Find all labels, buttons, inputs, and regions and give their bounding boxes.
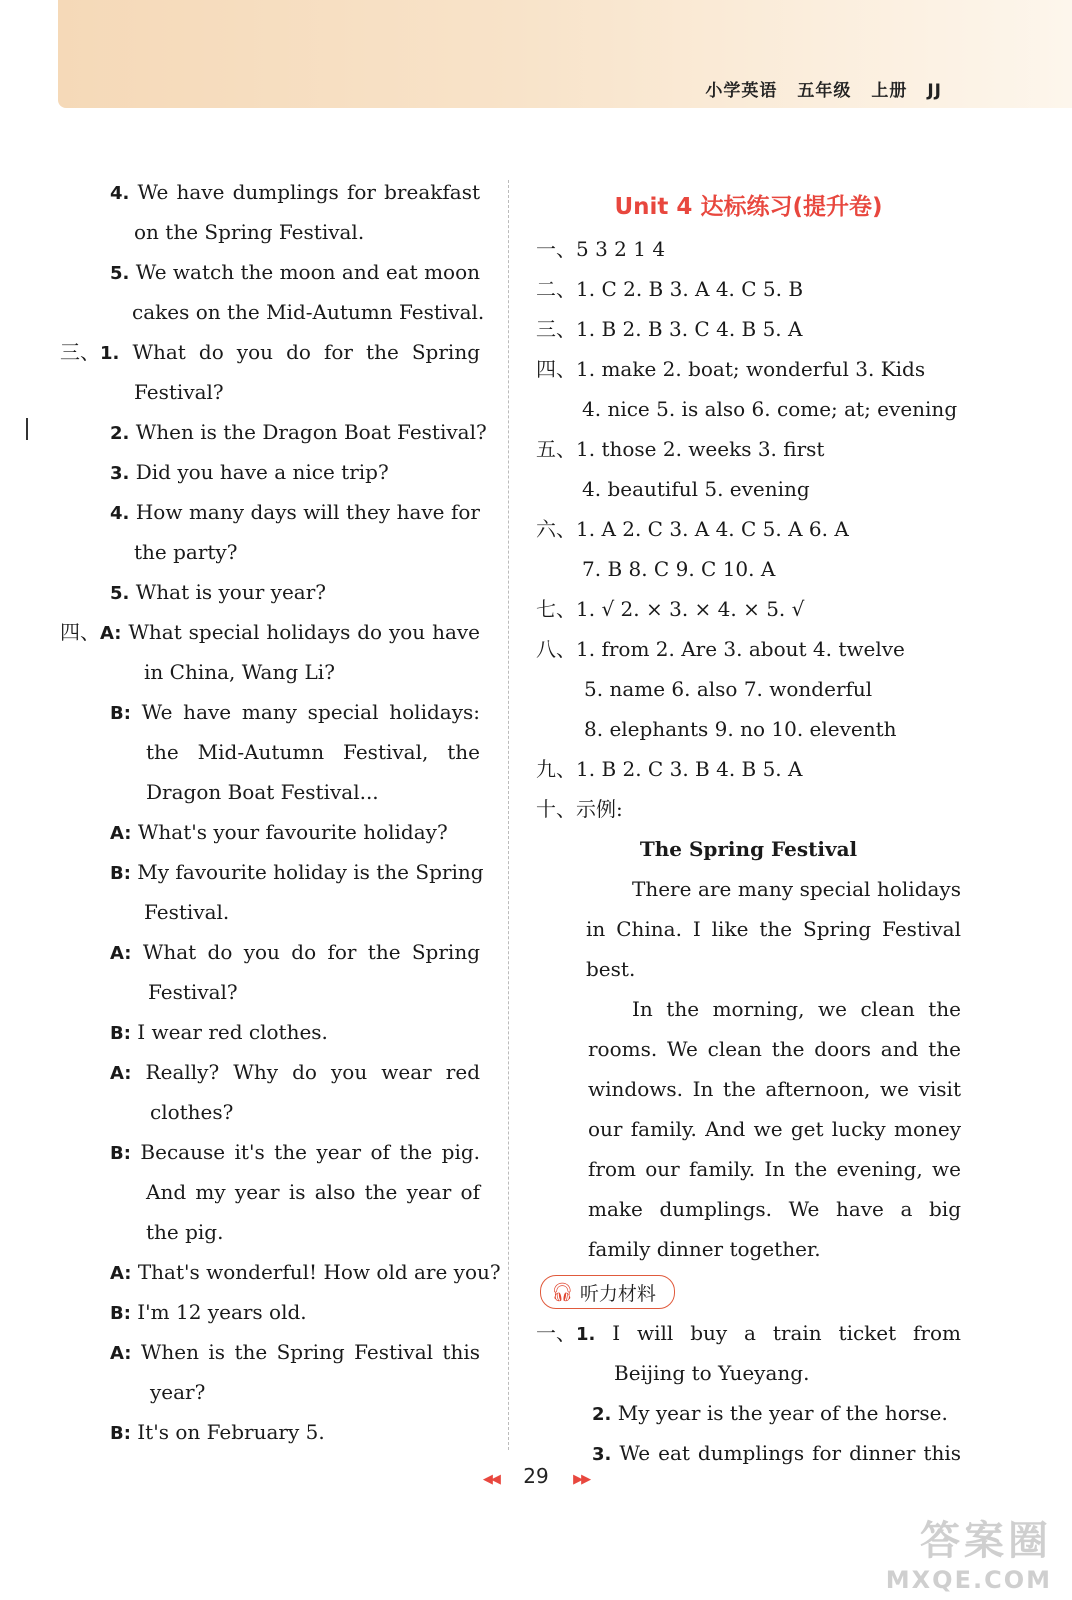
text-line [536,949,961,989]
text-line [536,1109,961,1149]
line-text: It's on February 5. [137,1420,325,1444]
text-line [60,852,484,892]
text-line [60,252,480,292]
text-line [60,532,480,572]
text-line [536,1393,961,1433]
essay-title: The Spring Festival [639,837,858,861]
line-text: We have dumplings for breakfast [137,180,480,204]
right-column [536,185,961,1473]
line-text: 8. elephants 9. no 10. eleventh [584,717,897,741]
text-line [536,1229,961,1269]
text-line [60,452,480,492]
text-line [60,652,480,692]
listening-label: 听力材料 [579,1282,656,1305]
next-arrows-icon: ▶▶ [573,1472,590,1487]
answer-list [536,229,961,829]
item-number: 4. [110,503,130,524]
text-line [60,372,480,412]
text-line [536,789,961,829]
line-text: make dumplings. We have a big [588,1197,961,1221]
prev-arrows-icon: ◀◀ [482,1472,499,1487]
line-text: on the Spring Festival. [134,220,365,244]
line-text: When is the Spring Festival this [140,1340,481,1364]
text-line [60,172,480,212]
text-line [536,669,961,709]
section-marker: 三、 [60,340,100,364]
line-text: 7. B 8. C 9. C 10. A [582,557,776,581]
line-text: from our family. In the evening, we [588,1157,961,1181]
edition-label: JJ [927,81,942,101]
text-line [536,429,961,469]
line-text: 4. beautiful 5. evening [582,477,810,501]
section-marker: 一、 [536,237,576,261]
text-line [536,469,961,509]
section-marker: 四、 [60,620,100,644]
line-text: What special holidays do you have [128,620,481,644]
text-line [536,229,961,269]
text-line [536,709,961,749]
item-number: A: [110,943,132,964]
text-line [60,212,480,252]
section-marker: 八、 [536,637,576,661]
line-text: I wear red clothes. [137,1020,328,1044]
text-line [60,772,480,812]
line-text: My year is the year of the horse. [617,1401,948,1425]
item-number: 2. [110,423,130,444]
text-line [60,732,480,772]
line-text: in China. I like the Spring Festival [586,917,961,941]
section-marker: 六、 [536,517,576,541]
line-text: 1. those 2. weeks 3. first [576,437,825,461]
text-line [60,1412,480,1452]
text-line [60,572,480,612]
line-text: the pig. [146,1220,224,1244]
line-text: 1. make 2. boat; wonderful 3. Kids [576,357,926,381]
section-marker: 十、 [536,797,576,821]
page-footer [0,1464,1072,1488]
text-line [60,812,480,852]
text-line [536,589,961,629]
item-number: B: [110,1143,131,1164]
line-text: cakes on the Mid-Autumn Festival. [132,300,485,324]
column-divider [508,180,509,1450]
item-number: 1. [576,1324,596,1345]
line-text: What do you do for the Spring [142,940,481,964]
page-number: 29 [523,1464,549,1488]
line-text: clothes? [150,1100,234,1124]
text-line [536,869,961,909]
line-text: 1. from 2. Are 3. about 4. twelve [576,637,905,661]
text-line [60,1372,480,1412]
text-line [536,389,961,429]
essay-body [536,869,961,1269]
line-text: 1. A 2. C 3. A 4. C 5. A 6. A [576,517,849,541]
item-number: B: [110,1423,131,1444]
section-marker: 七、 [536,597,576,621]
line-text: What's your favourite holiday? [137,820,448,844]
text-line [60,292,485,332]
text-line [60,612,480,652]
text-line [536,509,961,549]
item-number: 5. [110,583,130,604]
watermark-url: MXQE.COM [885,1566,1052,1594]
line-text: Festival. [144,900,230,924]
headphones-icon: 🎧︎ [551,1281,574,1303]
subject-label: 小学英语 [705,81,778,101]
line-text: our family. And we get lucky money [588,1117,961,1141]
text-line [536,269,961,309]
text-line [60,1332,480,1372]
volume-label: 上册 [871,81,908,101]
line-text: in China, Wang Li? [144,660,335,684]
text-line [60,932,480,972]
text-line [60,972,480,1012]
unit-title: Unit 4 达标练习(提升卷) [614,194,883,220]
item-number: 4. [110,183,130,204]
item-number: 3. [592,1444,612,1465]
line-text: How many days will they have for [135,500,480,524]
text-line [536,1189,961,1229]
line-text: 5 3 2 1 4 [576,237,666,261]
section-marker: 五、 [536,437,576,461]
line-text: 5. name 6. also 7. wonderful [584,677,873,701]
line-text: 示例: [576,797,623,821]
line-text: Really? Why do you wear red [145,1060,480,1084]
text-line [60,1012,480,1052]
section-marker: 一、 [536,1321,576,1345]
line-text: 1. √ 2. × 3. × 4. × 5. √ [576,597,805,621]
line-text: Beijing to Yueyang. [614,1361,810,1385]
text-line [60,892,480,932]
text-line [536,1149,961,1189]
line-text: What do you do for the Spring [132,340,480,364]
line-text: Festival? [134,380,224,404]
text-line [536,1313,961,1353]
watermark [886,1509,1052,1594]
line-text: In the morning, we clean the [632,997,961,1021]
line-text: We watch the moon and eat moon [135,260,480,284]
item-number: 2. [592,1404,612,1425]
text-line [60,692,480,732]
line-text: We have many special holidays: [141,700,480,724]
item-number: B: [110,863,131,884]
line-text: I will buy a train ticket from [612,1321,961,1345]
line-text: best. [586,957,636,981]
line-text: That's wonderful! How old are you? [137,1260,501,1284]
text-line [536,349,961,389]
item-number: B: [110,1303,131,1324]
text-line [60,1292,480,1332]
text-line [536,749,961,789]
line-text: We eat dumplings for dinner this [619,1441,962,1465]
text-line [60,492,480,532]
margin-mark [26,418,28,440]
text-line [60,1212,480,1252]
line-text: I'm 12 years old. [137,1300,307,1324]
item-number: A: [110,1343,132,1364]
line-text: the party? [134,540,238,564]
line-text: the Mid-Autumn Festival, the [146,740,480,764]
line-text: 1. C 2. B 3. A 4. C 5. B [576,277,804,301]
line-text: Dragon Boat Festival... [146,780,379,804]
line-text: What is your year? [135,580,326,604]
text-line [60,1092,480,1132]
line-text: When is the Dragon Boat Festival? [135,420,487,444]
text-line [60,1052,480,1092]
text-line [60,1252,501,1292]
line-text: Festival? [148,980,238,1004]
left-column [60,172,501,1452]
text-line [536,309,961,349]
line-text: 4. nice 5. is also 6. come; at; evening [582,397,958,421]
item-number: B: [110,1023,131,1044]
text-line [536,1029,961,1069]
text-line [536,909,961,949]
grade-label: 五年级 [797,81,852,101]
item-number: 1. [100,343,120,364]
line-text: year? [150,1380,206,1404]
item-number: A: [110,823,132,844]
line-text: family dinner together. [588,1237,821,1261]
item-number: A: [110,1263,132,1284]
book-title [685,76,942,101]
text-line [536,549,961,589]
text-line [60,1172,480,1212]
line-text: windows. In the afternoon, we visit [588,1077,961,1101]
item-number: 3. [110,463,130,484]
line-text: There are many special holidays [632,877,961,901]
section-marker: 三、 [536,317,576,341]
line-text: Because it's the year of the pig. [140,1140,480,1164]
text-line [60,332,480,372]
line-text: 1. B 2. C 3. B 4. B 5. A [576,757,803,781]
text-line [536,629,961,669]
item-number: B: [110,703,131,724]
text-line [536,1069,961,1109]
section-marker: 九、 [536,757,576,781]
item-number: A: [110,1063,132,1084]
watermark-logo-text: 答案圈 [920,1518,1052,1564]
text-line [60,412,487,452]
item-number: 5. [110,263,130,284]
line-text: Did you have a nice trip? [135,460,389,484]
line-text: And my year is also the year of [146,1180,480,1204]
text-line [536,1353,961,1393]
line-text: My favourite holiday is the Spring [137,860,484,884]
listening-list [536,1313,961,1473]
section-marker: 二、 [536,277,576,301]
section-marker: 四、 [536,357,576,381]
item-number: A: [100,623,122,644]
line-text: 1. B 2. B 3. C 4. B 5. A [576,317,803,341]
listening-material-tag [540,1275,675,1309]
text-line [60,1132,480,1172]
text-line [536,989,961,1029]
line-text: rooms. We clean the doors and the [588,1037,961,1061]
